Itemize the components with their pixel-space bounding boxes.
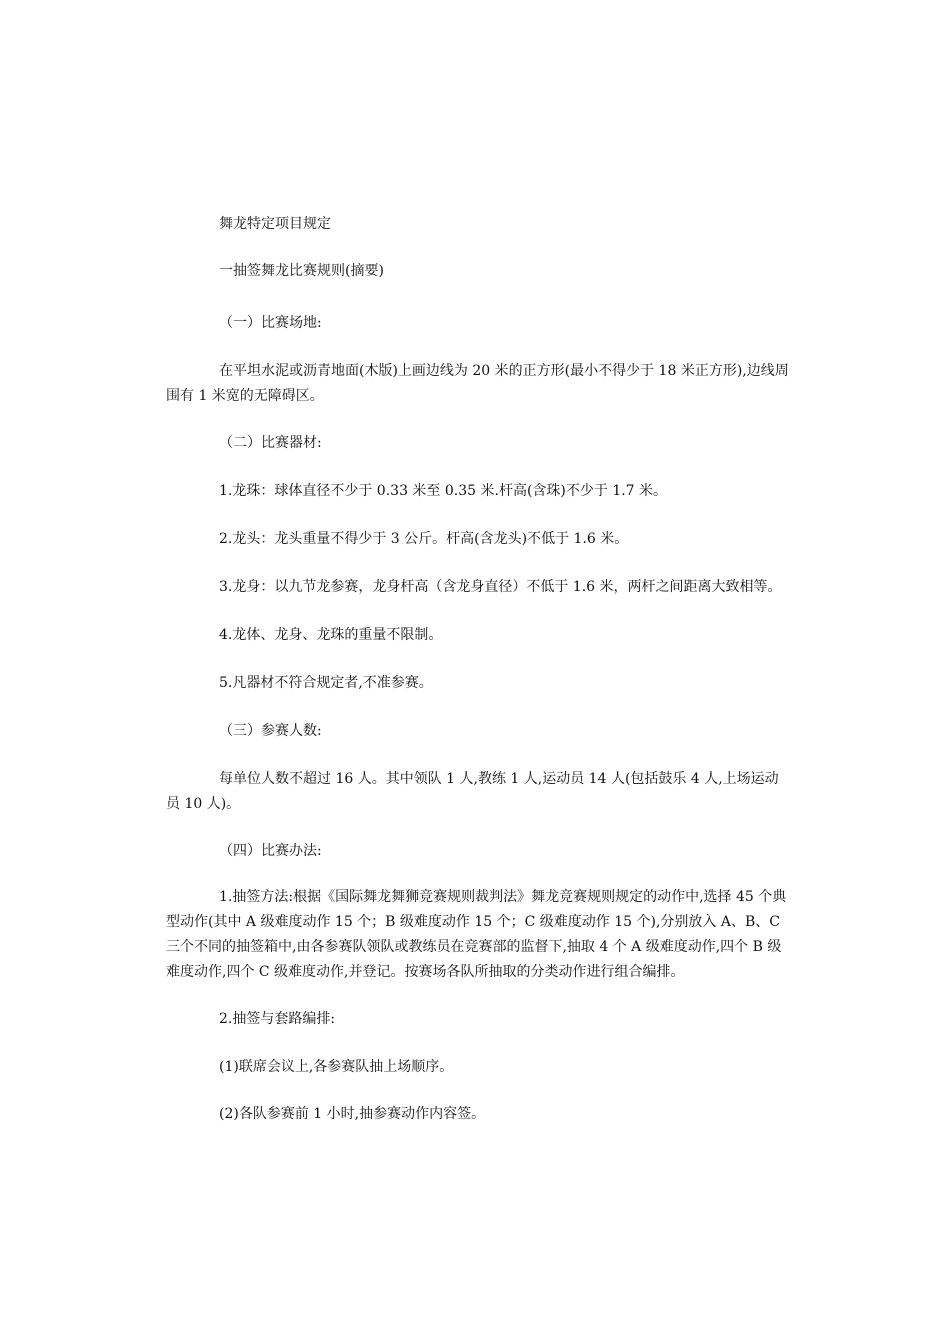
part3-paragraph: 每单位人数不超过 16 人。其中领队 1 人,教练 1 人,运动员 14 人(包括鼓乐 4 人,上场运动员 10 人)。	[166, 771, 779, 812]
part4-item1-paragraph: 1.抽签方法:根据《国际舞龙舞狮竞赛规则裁判法》舞龙竞赛规则规定的动作中,选择 45 个典型动作(其中 A 级难度动作 15 个；B 级难度动作 15 个；C 级难度动作 15 个),分别放入 A、B、C 三个不同的抽签箱中,由各参赛队领队或教练员在竞赛部的监督下,抽取 4 个 A 级难度动作,四个 B 级难度动作,四个 C 级难度动作,并登记。按赛场各队所抽取的分类动作进行组合编排。	[166, 889, 787, 980]
part2-heading: （二）比赛器材:	[219, 435, 322, 451]
part4-heading: （四）比赛办法:	[219, 843, 322, 859]
part1-paragraph: 在平坦水泥或沥青地面(木版)上画边线为 20 米的正方形(最小不得少于 18 米正方形),边线周围有 1 米宽的无障碍区。	[166, 363, 789, 404]
document-title: 舞龙特定项目规定	[219, 216, 331, 232]
part2-item: 3.龙身：以九节龙参赛，龙身杆高（含龙身直径）不低于 1.6 米，两杆之间距离大致相等。	[219, 579, 782, 595]
part2-item: 1.龙珠：球体直径不少于 0.33 米至 0.35 米.杆高(含珠)不少于 1.7 米。	[219, 483, 668, 499]
part1-heading: （一）比赛场地:	[219, 315, 322, 331]
part4-subitem: (2)各队参赛前 1 小时,抽参赛动作内容签。	[219, 1106, 486, 1122]
part4-item2: 2.抽签与套路编排:	[219, 1011, 336, 1027]
part3-heading: （三）参赛人数:	[219, 723, 322, 739]
section-heading: 一抽签舞龙比赛规则(摘要)	[219, 263, 384, 279]
part2-item: 4.龙体、龙身、龙珠的重量不限制。	[219, 627, 443, 643]
part4-subitem: (1)联席会议上,各参赛队抽上场顺序。	[219, 1059, 454, 1075]
part2-item: 5.凡器材不符合规定者,不准参赛。	[219, 675, 433, 691]
part2-item: 2.龙头：龙头重量不得少于 3 公斤。杆高(含龙头)不低于 1.6 米。	[219, 531, 629, 547]
